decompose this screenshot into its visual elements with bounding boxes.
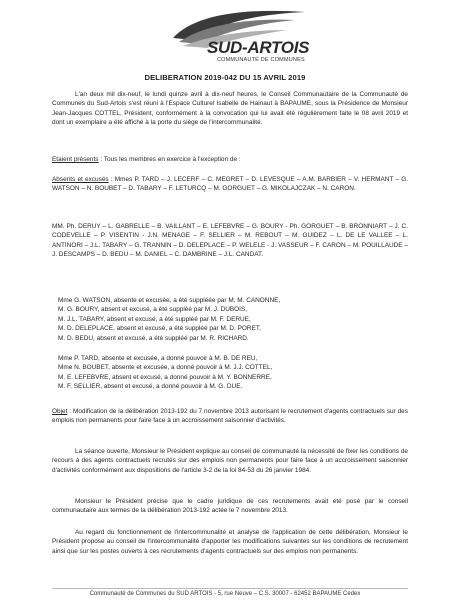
substitute-line: M. D. BEDU, absent et excusé, a été suppléé par M. R. RICHARD. — [58, 334, 249, 342]
absent-women-text: : Mmes P. TARD – J. LECERF – C. MEGRET – D. LEVESQUE – A.M. BARBIER – V. HERMANT – G. WATSON – N. BOUBET – D. TABARY – F. LETURCQ – M. GORGUET – G. MIKOLAJCZAK – N. CARON. — [52, 176, 409, 193]
objet-paragraph — [52, 407, 408, 426]
footer-divider — [52, 588, 408, 589]
logo-org-name: SUD-ARTOIS — [207, 38, 310, 57]
modifications-paragraph: Au regard du fonctionnement de l'intercommunalité et analyse de l'application de cette délibération, Monsieur le Président propose au conseil de l'intercommunalité d'apporter les modifications suivantes sur les conditions de recrutement ainsi que sur les postes ouverts à ces recrutements d'agents contractuels sur des emplois non permanents. — [52, 529, 408, 555]
substitutes-list — [52, 296, 408, 343]
objet-text: : Modification de la délibération 2013-192 du 7 novembre 2013 autorisant le recrutement d'agents contractuels sur des emplois non permanents pour faire face à un accroissement saisonnier d'activités. — [52, 408, 408, 425]
absent-women-paragraph — [52, 175, 408, 194]
substitute-line: M. G. BOURY, absent et excusé, a été suppléé par M. J. DUBOIS, — [58, 306, 248, 314]
absent-men-paragraph: MM. Ph. DERUY – L. GABRELLE – B. VAILLANT – E. LEFEBVRE – G. BOURY - Ph. GORGUET – B. BRONNIART – J. C. CODEVELLE – P. VISENTIN - J.N. MENAGE – F. SELLIER – M. REBOUT – M. GUIDEZ – L. DE LE VALLEE – L. ANTINORI – J.L. TABARY – G. TRANNIN – D. DELEPLACE – P. WELELE - J. VASSEUR – F. CARON – M. POUILLAUDE – J. DESCAMPS – D. BEDU – M. DANIEL – C. DAMBRINE – J.L. CANDAT. — [52, 223, 408, 259]
substitute-line: Mme G. WATSON, absente et excusée, a été suppléée par M. M. CANONNE, — [58, 297, 281, 304]
present-text: : Tous les membres en exercice à l'exception de : — [98, 156, 241, 163]
substitute-line: M. D. DELEPLACE, absent et excusé, a été suppléé par M. D. PORET, — [58, 325, 261, 333]
present-line — [52, 155, 408, 164]
proxy-line: M. F. SELLIER, absent et excusé, a donné pouvoir à M. G. DUE. — [58, 383, 243, 391]
proxy-line: M. E. LEFEBVRE, absent et excusé, a donné pouvoir à M. Y. BONNERRE, — [58, 373, 272, 381]
sud-artois-logo — [165, 8, 315, 64]
legal-framework-paragraph: Monsieur le Président précise que le cadre juridique de ces recrutements avait été posé par le conseil communautaire aux termes de la délibération 2013-192 actée le 7 novembre 2013. — [52, 498, 408, 515]
proxy-line: Mme P. TARD, absente et excusée, a donné pouvoir à M. B. DE REU, — [58, 355, 258, 362]
deliberation-title: DELIBERATION 2019-042 DU 15 AVRIL 2019 — [144, 73, 306, 82]
objet-label: Objet — [52, 408, 68, 415]
proxies-list — [52, 354, 408, 392]
proxy-line: Mme N. BOUBET, absente et excusée, a donné pouvoir à M. J.J. COTTEL, — [58, 364, 273, 372]
present-label: Etaient présents — [52, 156, 99, 163]
substitute-line: M. J.L. TABARY, absent et excusé, a été suppléé par M. F. DERUE, — [58, 315, 251, 323]
intro-paragraph: L'an deux mil dix-neuf, le lundi quinze avril à dix-neuf heures, le Conseil Communautaire de la Communauté de Communes du Sud-Artois s'est réuni à l'Espace Culturel Isabelle de Hainaut à BAPAUME, sous la Présidence de Monsieur Jean-Jacques COTTEL, Président, conformément à la convocation qui lui avait été régulièrement faite le 08 avril 2019 et dont un exemplaire a été affiché à la porte du siège de l'intercommunalité. — [52, 91, 408, 127]
absent-label: Absents et excusés — [52, 176, 109, 183]
logo-org-subtitle: COMMUNAUTÉ DE COMMUNES — [217, 57, 305, 63]
page-footer: Communauté de Communes du SUD ARTOIS - 5, rue Neuve – C.S. 30007 - 62452 BAPAUME Cedex — [89, 591, 361, 597]
seance-paragraph: La séance ouverte, Monsieur le Président explique au conseil de communauté la nécessité de fixer les conditions de recours à des agents contractuels recrutés sur des emplois non permanents pour faire face à un accroissement saisonnier d'activités conformément aux dispositions de l'article 3-2 de la loi 84-53 du 26 janvier 1984. — [52, 448, 408, 474]
